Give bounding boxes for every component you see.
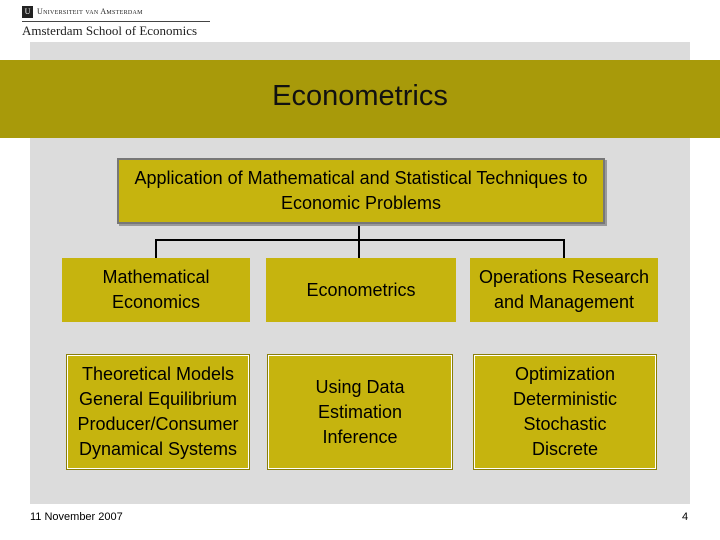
- detail-item: General Equilibrium: [78, 389, 238, 409]
- branch-box-mathematical-economics: [62, 258, 250, 322]
- detail-item: Estimation: [317, 401, 403, 422]
- university-seal-icon: U: [22, 6, 33, 18]
- detail-item: Using Data: [315, 376, 405, 397]
- school-name: Amsterdam School of Economics: [22, 23, 198, 38]
- root-box: [117, 158, 605, 224]
- connector-branch-2: [358, 239, 360, 258]
- connector-branch-3: [563, 239, 565, 258]
- detail-item: Optimization: [514, 364, 616, 384]
- university-name: Universiteit van Amsterdam: [37, 7, 143, 16]
- detail-item: Dynamical Systems: [78, 439, 238, 459]
- detail-box-econometrics: [268, 355, 452, 469]
- footer-date: 11 November 2007: [30, 511, 123, 523]
- branch-label-line: and Management: [493, 292, 635, 312]
- detail-item: Stochastic: [523, 414, 607, 434]
- detail-box-mathematical-economics: [67, 355, 249, 469]
- root-line-1: Application of Mathematical and Statistical Techniques to: [134, 168, 588, 188]
- branch-box-econometrics: [266, 258, 456, 322]
- detail-item: Discrete: [531, 439, 598, 459]
- detail-box-operations-research: [474, 355, 656, 469]
- detail-item: Producer/Consumer: [77, 414, 239, 434]
- branch-label-line: Economics: [111, 292, 201, 312]
- branch-label-line: Operations Research: [478, 267, 650, 287]
- branch-box-operations-research: [470, 258, 658, 322]
- logo-divider: [22, 21, 210, 22]
- detail-item: Deterministic: [512, 389, 618, 409]
- university-logo: [22, 4, 212, 36]
- connector-horizontal-top: [155, 239, 565, 241]
- connector-root-down: [358, 222, 360, 240]
- root-line-2: Economic Problems: [280, 193, 442, 213]
- detail-item: Inference: [322, 426, 398, 447]
- branch-label-line: Mathematical: [102, 267, 210, 287]
- slide-title: Econometrics: [272, 80, 448, 112]
- detail-item: Theoretical Models: [81, 364, 235, 384]
- connector-branch-1: [155, 239, 157, 258]
- branch-label-line: Econometrics: [306, 279, 416, 300]
- page-number: 4: [682, 511, 689, 523]
